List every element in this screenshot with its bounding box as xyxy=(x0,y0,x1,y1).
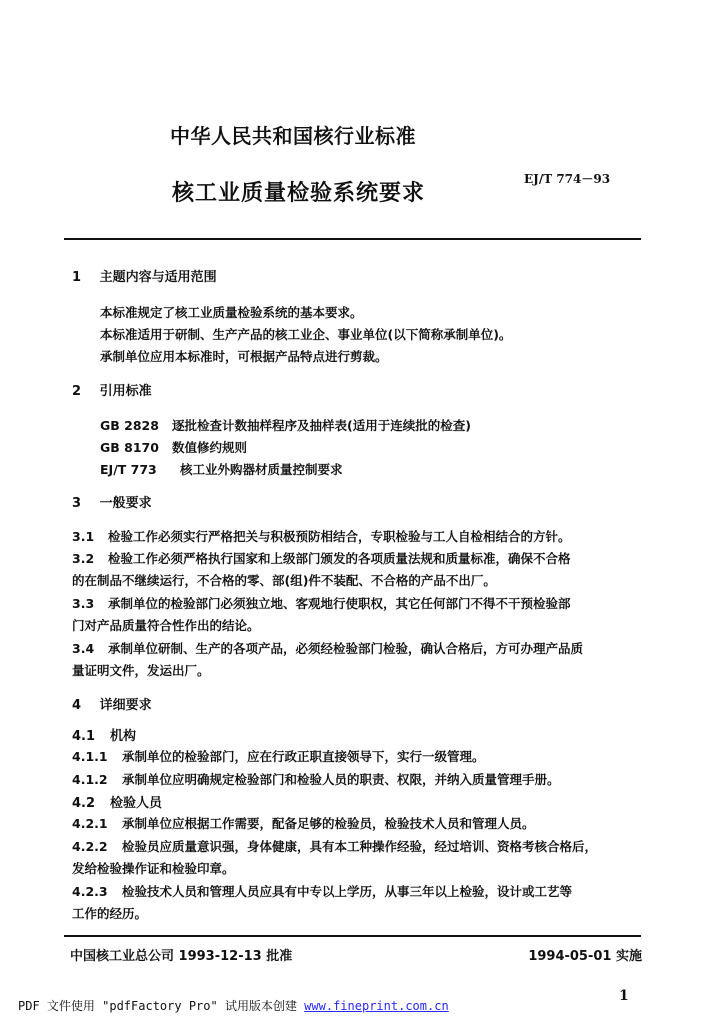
clause-number: 4.2.3 xyxy=(72,884,108,899)
section-3-number: 3 xyxy=(72,496,82,511)
clause-4-1-1 xyxy=(72,747,485,765)
clause-4-2-1 xyxy=(72,814,535,832)
clause-text: 承制单位的检验部门，应在行政正职直接领导下，实行一级管理。 xyxy=(122,749,485,764)
reference-title: 数值修约规则 xyxy=(172,440,248,455)
clause-text: 检验员应质量意识强，身体健康，具有本工种操作经验，经过培训、资格考核合格后， xyxy=(122,839,598,854)
clause-4-2-2-cont: 发给检验操作证和检验印章。 xyxy=(72,861,235,876)
section-4-heading xyxy=(72,694,152,713)
clause-3-3 xyxy=(72,594,571,612)
watermark-text: PDF 文件使用 "pdfFactory Pro" 试用版本创建 xyxy=(18,999,305,1013)
section-3-title: 一般要求 xyxy=(99,496,152,511)
section-1-heading xyxy=(72,266,217,285)
clause-number: 4.2.1 xyxy=(72,816,108,831)
clause-3-2 xyxy=(72,549,571,567)
page-number: 1 xyxy=(619,988,629,1004)
clause-3-4 xyxy=(72,639,583,657)
subsection-title: 机构 xyxy=(110,729,137,744)
clause-text: 承制单位研制、生产的各项产品，必须经检验部门检验，确认合格后，方可办理产品质 xyxy=(108,641,584,656)
section-1-p3: 承制单位应用本标准时，可根据产品特点进行剪裁。 xyxy=(100,349,388,364)
header-rule xyxy=(64,238,641,240)
clause-3-2-cont: 的在制品不继续运行，不合格的零、部(组)件不装配、不合格的产品不出厂。 xyxy=(72,573,496,588)
clause-text: 检验工作必须实行严格把关与积极预防相结合，专职检验与工人自检相结合的方针。 xyxy=(108,529,571,544)
reference-code: EJ/T 773 xyxy=(100,462,157,477)
clause-4-2-2 xyxy=(72,837,597,855)
clause-number: 4.2.2 xyxy=(72,839,108,854)
reference-item xyxy=(100,438,247,456)
clause-number: 3.2 xyxy=(72,551,95,566)
subsection-title: 检验人员 xyxy=(110,796,163,811)
section-4-number: 4 xyxy=(72,698,82,713)
subsection-4-2 xyxy=(72,792,162,811)
clause-4-1-2 xyxy=(72,770,560,788)
clause-number: 3.4 xyxy=(72,641,95,656)
reference-item xyxy=(100,460,343,478)
subsection-number: 4.2 xyxy=(72,796,96,811)
section-3-heading xyxy=(72,492,152,511)
clause-text: 承制单位应根据工作需要，配备足够的检验员，检验技术人员和管理人员。 xyxy=(122,816,535,831)
clause-number: 4.1.1 xyxy=(72,749,108,764)
clause-4-2-3 xyxy=(72,882,572,900)
standard-category: 中华人民共和国核行业标准 xyxy=(170,124,416,148)
reference-code: GB 2828 xyxy=(100,418,159,433)
section-4-title: 详细要求 xyxy=(99,698,152,713)
section-2-number: 2 xyxy=(72,384,82,399)
clause-text: 检验技术人员和管理人员应具有中专以上学历，从事三年以上检验，设计或工艺等 xyxy=(122,884,573,899)
section-2-heading xyxy=(72,380,152,399)
clause-text: 承制单位应明确规定检验部门和检验人员的职责、权限，并纳入质量管理手册。 xyxy=(122,772,560,787)
reference-title: 核工业外购器材质量控制要求 xyxy=(180,462,343,477)
document-title: 核工业质量检验系统要求 xyxy=(172,181,426,206)
reference-title: 逐批检查计数抽样程序及抽样表(适用于连续批的检查) xyxy=(172,418,471,433)
section-1-title: 主题内容与适用范围 xyxy=(99,270,217,285)
clause-4-2-3-cont: 工作的经历。 xyxy=(72,906,148,921)
section-1-p1: 本标准规定了核工业质量检验系统的基本要求。 xyxy=(100,305,363,320)
clause-number: 4.1.2 xyxy=(72,772,108,787)
subsection-4-1 xyxy=(72,725,136,744)
standard-code: EJ/T 774－93 xyxy=(524,172,611,186)
clause-3-4-cont: 量证明文件，发运出厂。 xyxy=(72,663,210,678)
subsection-number: 4.1 xyxy=(72,729,96,744)
section-2-title: 引用标准 xyxy=(99,384,152,399)
clause-number: 3.1 xyxy=(72,529,95,544)
footer-rule xyxy=(64,935,641,937)
clause-3-3-cont: 门对产品质量符合性作出的结论。 xyxy=(72,618,260,633)
fineprint-link[interactable]: www.fineprint.com.cn xyxy=(304,999,449,1013)
section-1-number: 1 xyxy=(72,270,82,285)
approval-date: 中国核工业总公司 1993-12-13 批准 xyxy=(70,949,293,964)
pdf-watermark xyxy=(18,997,449,1014)
clause-text: 检验工作必须严格执行国家和上级部门颁发的各项质量法规和质量标准，确保不合格 xyxy=(108,551,571,566)
effective-date: 1994-05-01 实施 xyxy=(528,949,642,964)
section-1-p2: 本标准适用于研制、生产产品的核工业企、事业单位(以下简称承制单位)。 xyxy=(100,327,512,342)
clause-3-1 xyxy=(72,527,571,545)
clause-number: 3.3 xyxy=(72,596,95,611)
reference-item xyxy=(100,416,471,434)
reference-code: GB 8170 xyxy=(100,440,159,455)
clause-text: 承制单位的检验部门必须独立地、客观地行使职权，其它任何部门不得不干预检验部 xyxy=(108,596,571,611)
